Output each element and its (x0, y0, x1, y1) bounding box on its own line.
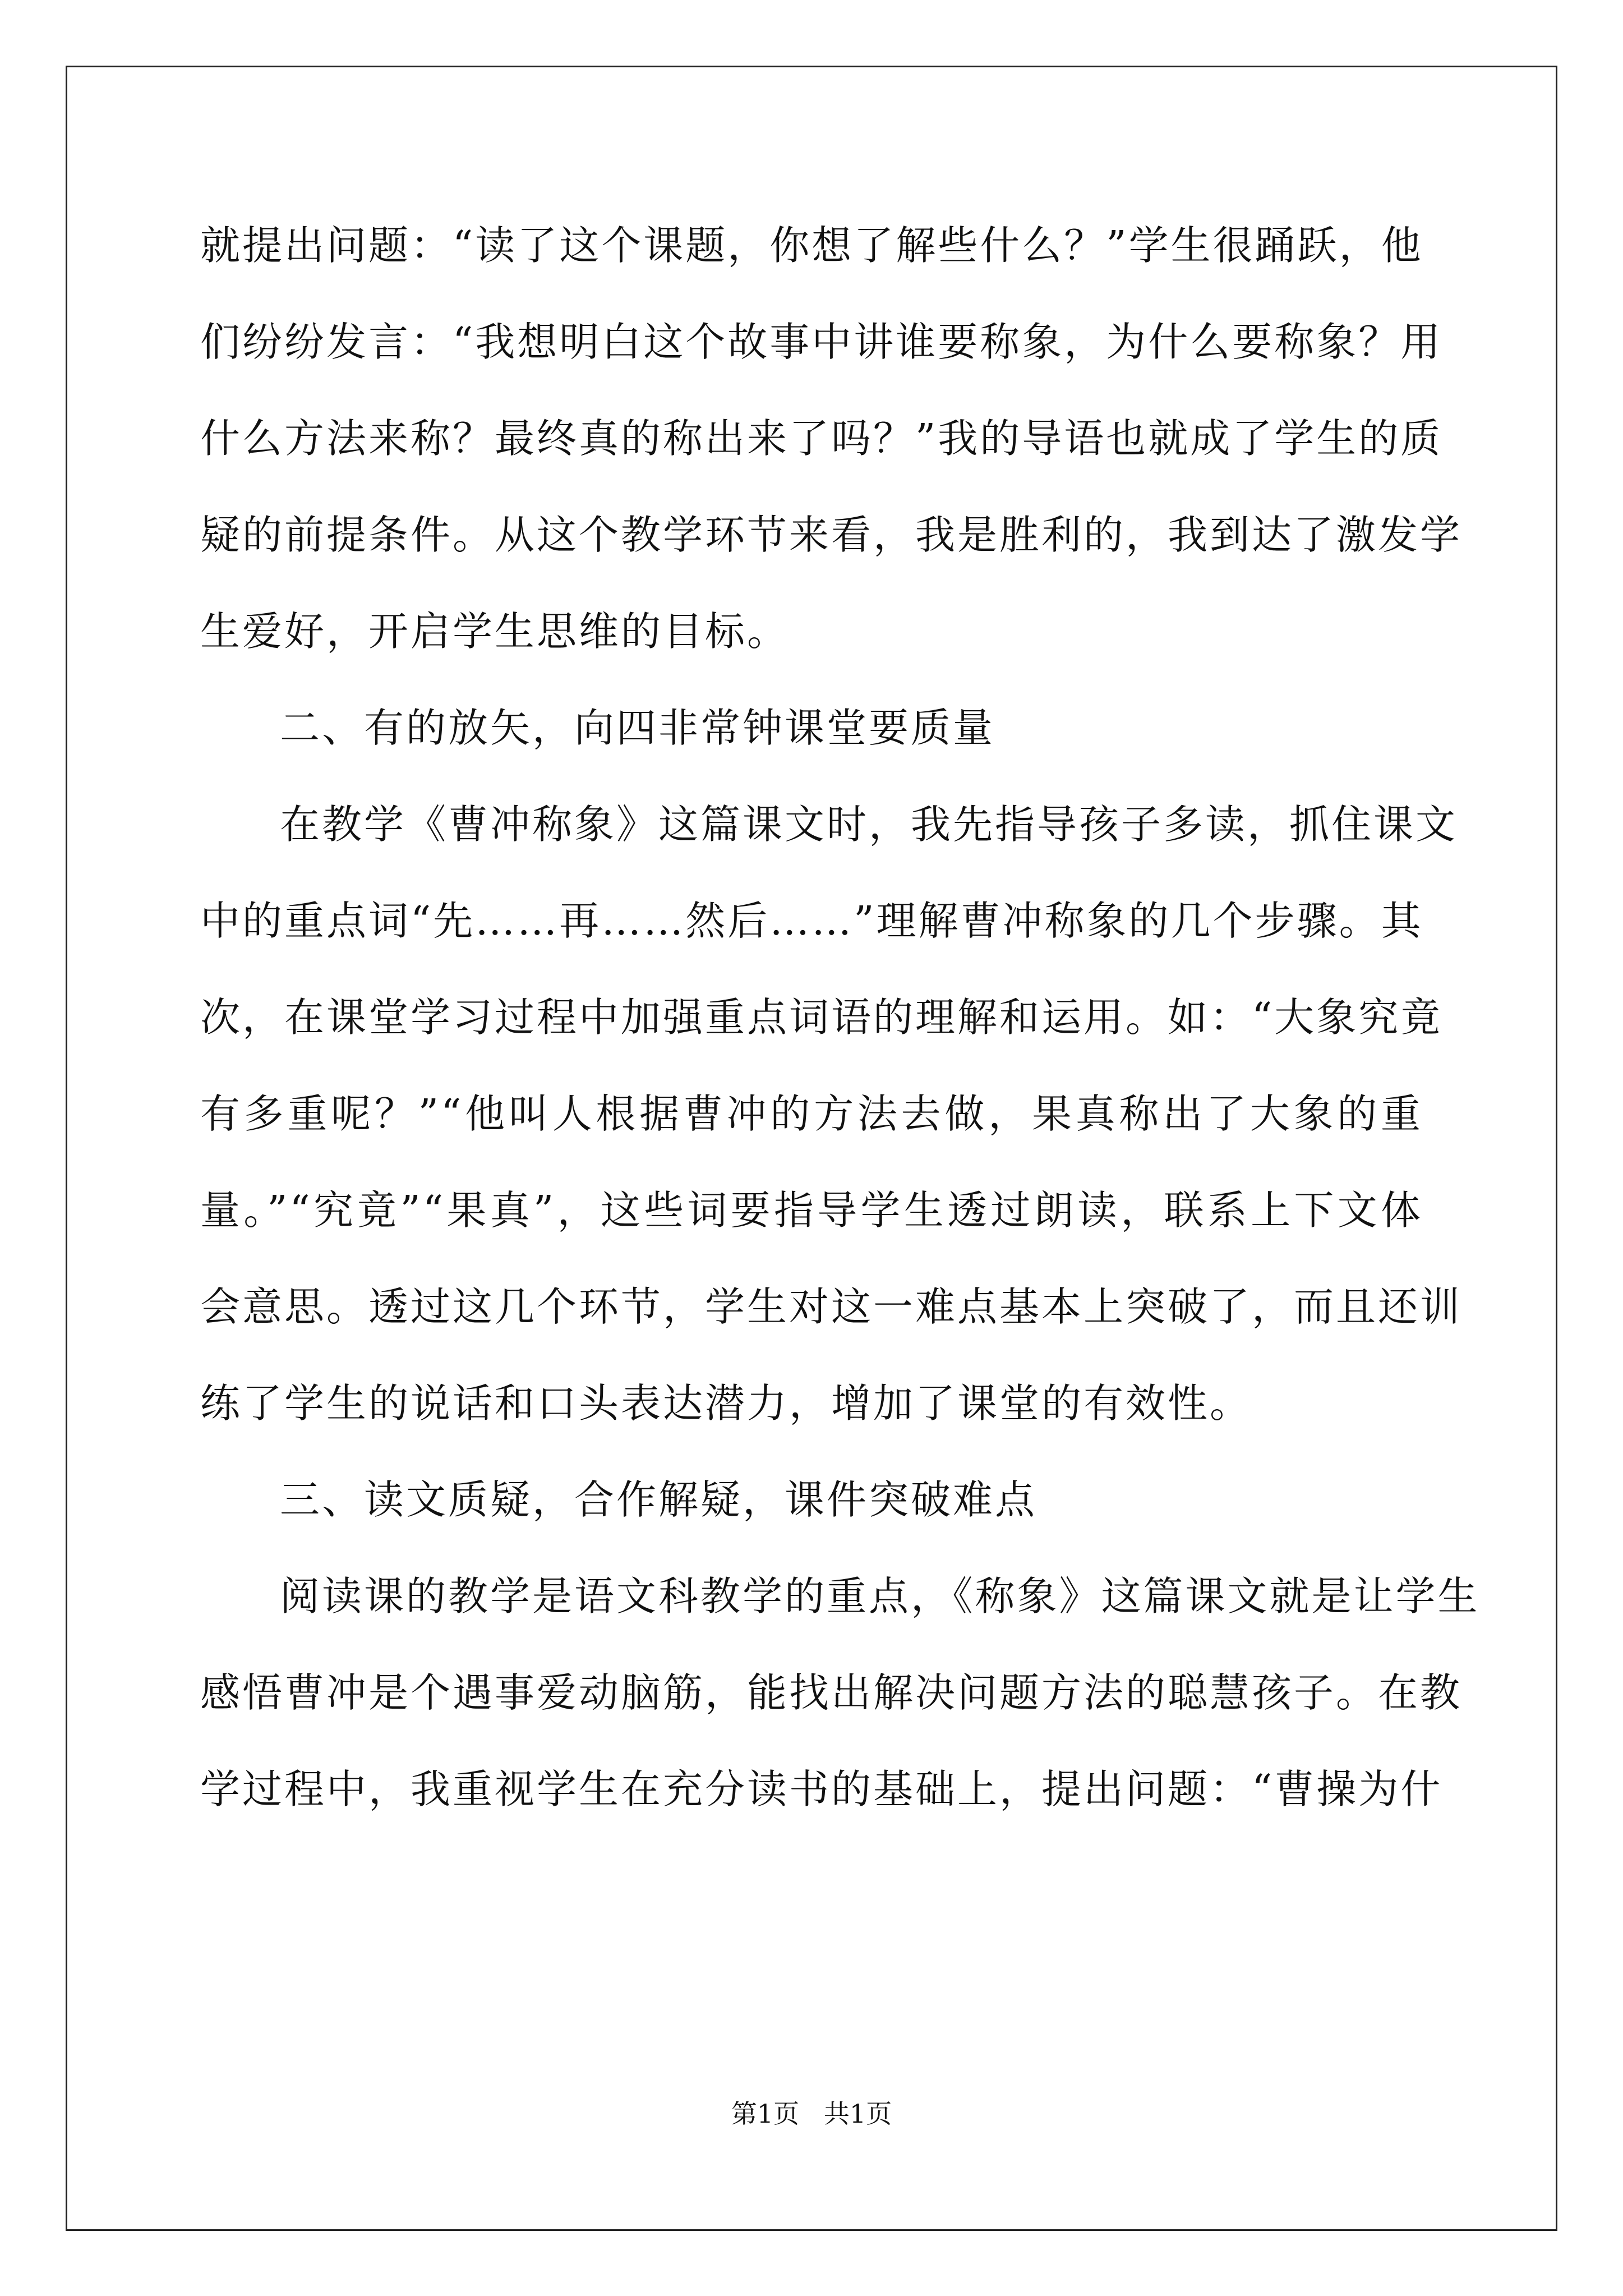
text-line: 次，在课堂学习过程中加强重点词语的理解和运用。如：“大象究竟 (200, 994, 1443, 1041)
text-line: 量。”“究竟”“果真”，这些词要指导学生透过朗读，联系上下文体 (200, 1187, 1423, 1234)
text-line: 们纷纷发言：“我想明白这个故事中讲谁要称象，为什么要称象？用 (200, 319, 1443, 365)
text-line: 有多重呢？”“他叫人根据曹冲的方法去做，果真称出了大象的重 (200, 1091, 1423, 1137)
section-heading: 三、读文质疑，合作解疑，课件突破难点 (280, 1476, 1038, 1523)
page-border (66, 66, 1557, 2231)
text-line: 练了学生的说话和口头表达潜力，增加了课堂的有效性。 (200, 1380, 1252, 1427)
section-heading: 二、有的放矢，向四非常钟课堂要质量 (280, 705, 995, 751)
text-line: 学过程中，我重视学生在充分读书的基础上，提出问题：“曹操为什 (200, 1766, 1443, 1812)
text-line: 生爱好，开启学生思维的目标。 (200, 608, 790, 655)
text-line: 中的重点词“先……再……然后……”理解曹冲称象的几个步骤。其 (200, 898, 1423, 944)
page-footer: 第1页 共1页 (731, 2099, 892, 2129)
text-line: 在教学《曹冲称象》这篇课文时，我先指导孩子多读，抓住课文 (280, 801, 1458, 848)
text-line: 就提出问题：“读了这个课题，你想了解些什么？”学生很踊跃，他 (200, 222, 1423, 269)
text-line: 什么方法来称？最终真的称出来了吗？”我的导语也就成了学生的质 (200, 415, 1443, 462)
text-line: 会意思。透过这几个环节，学生对这一难点基本上突破了，而且还训 (200, 1283, 1463, 1330)
text-line: 感悟曹冲是个遇事爱动脑筋，能找出解决问题方法的聪慧孩子。在教 (200, 1669, 1463, 1716)
text-line: 阅读课的教学是语文科教学的重点，《称象》这篇课文就是让学生 (280, 1573, 1480, 1619)
text-line: 疑的前提条件。从这个教学环节来看，我是胜利的，我到达了激发学 (200, 512, 1463, 558)
